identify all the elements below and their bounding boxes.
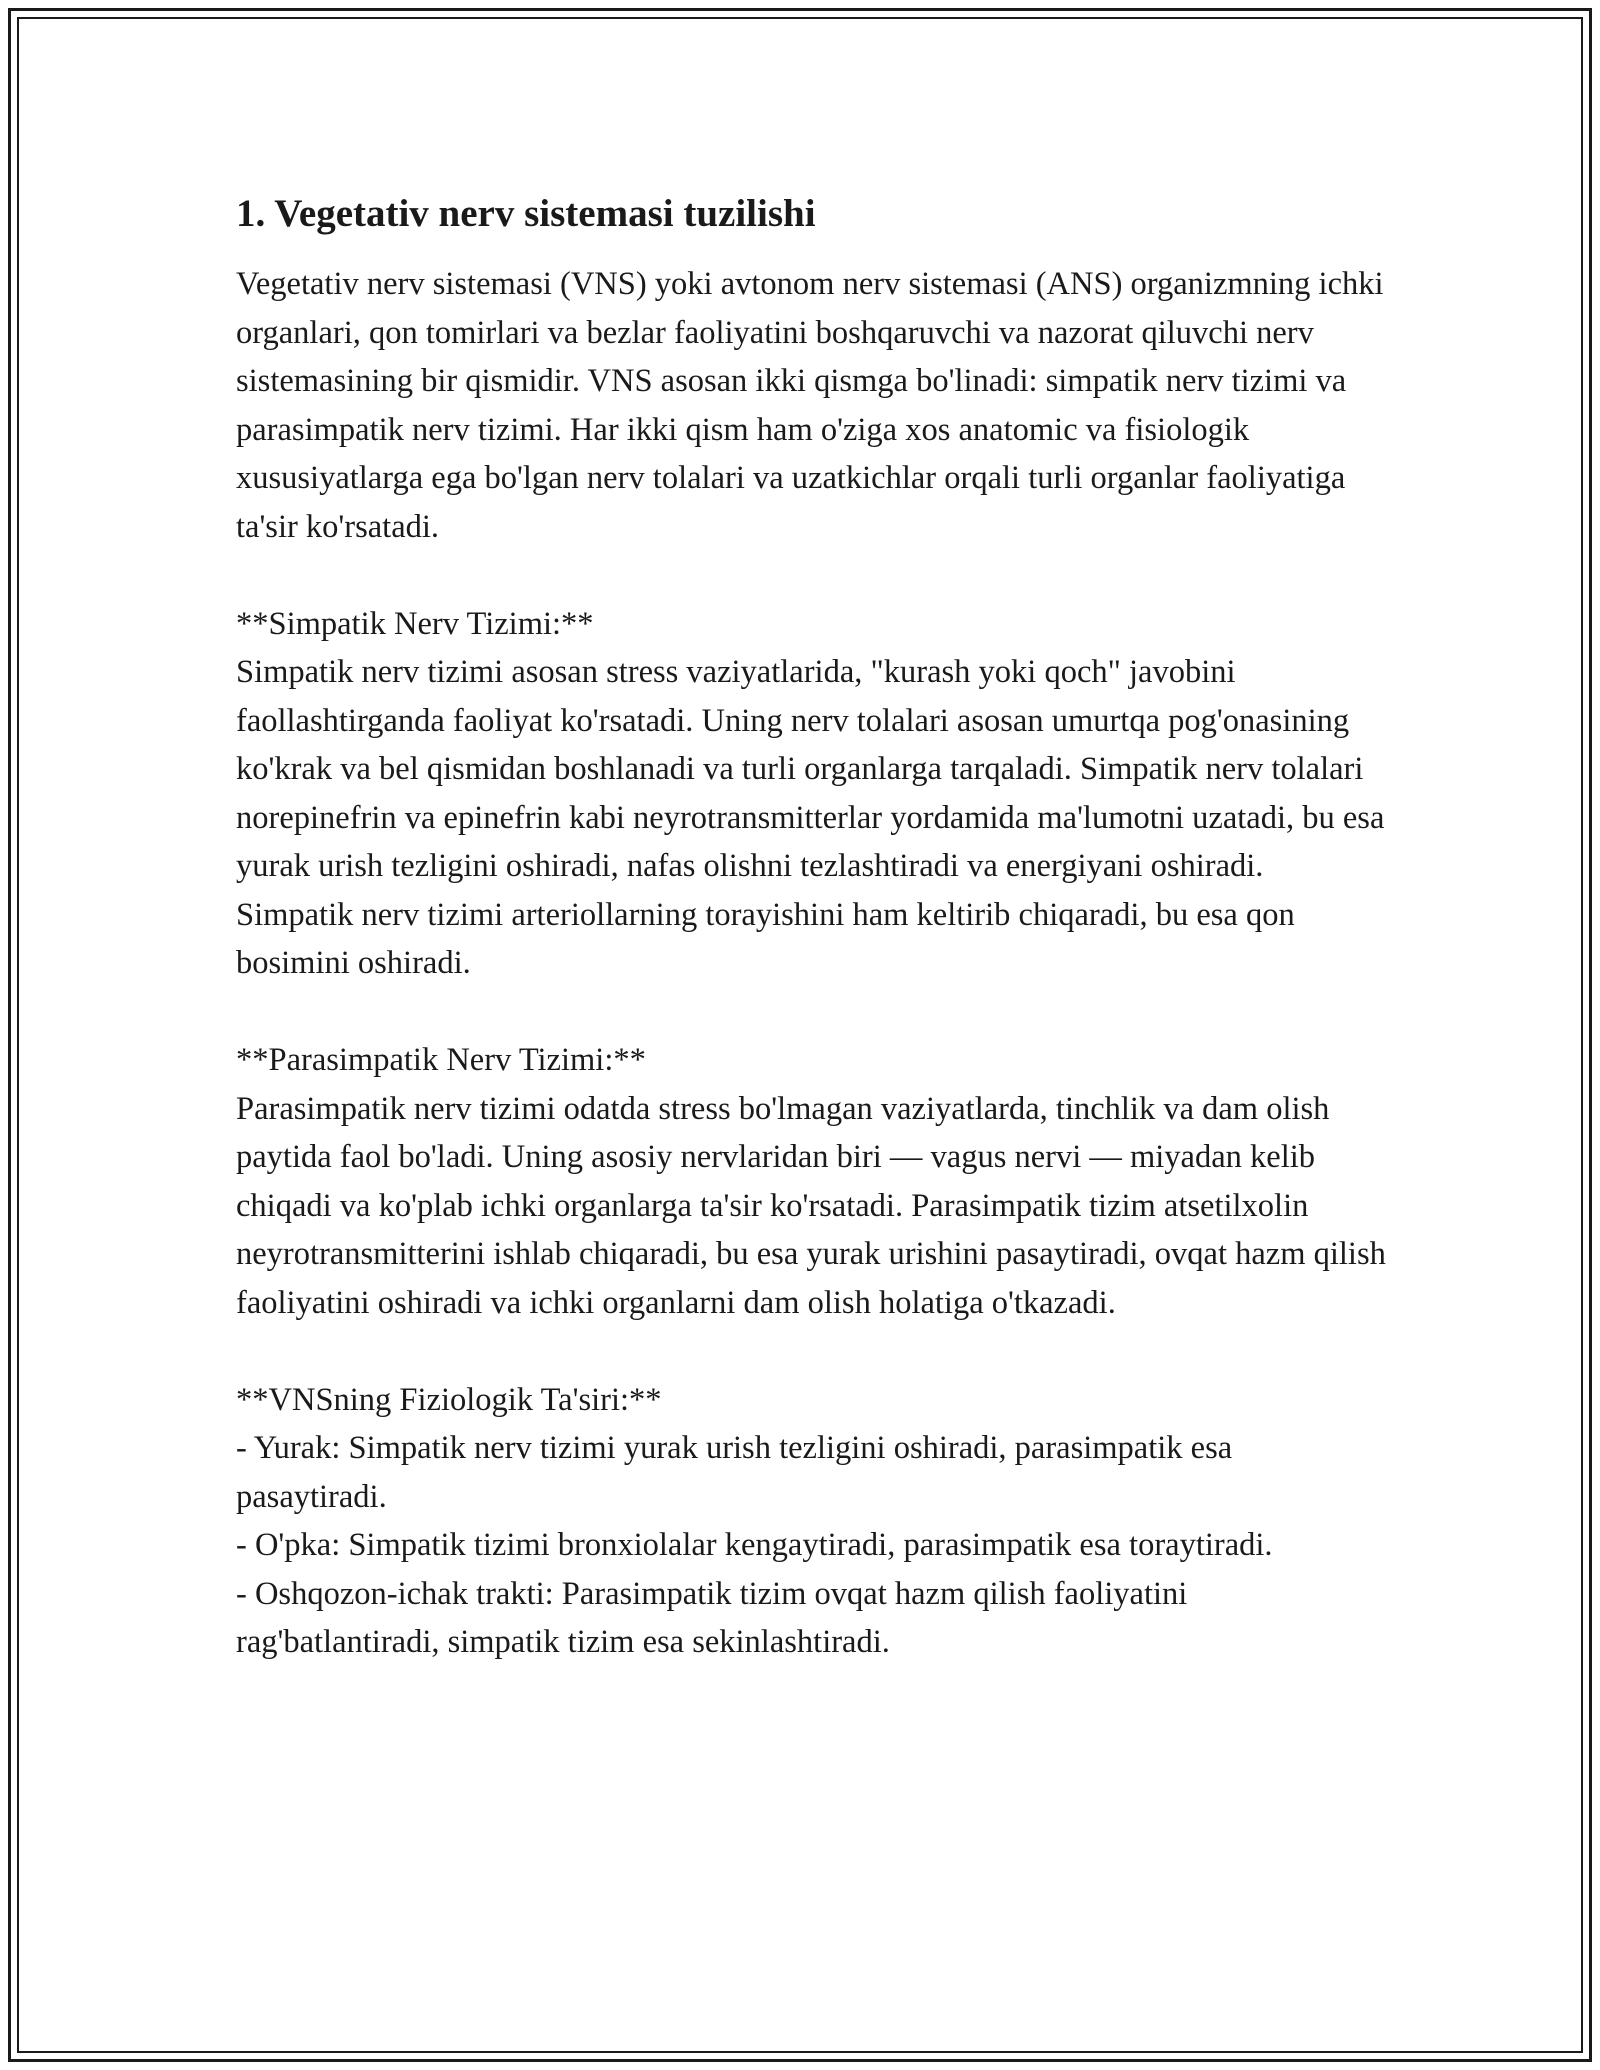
section-simpatik bbox=[236, 600, 1386, 988]
section-paragraph: Parasimpatik nerv tizimi odatda stress bo'lmagan vaziyatlarda, tinchlik va dam olish paytida faol bo'ladi. Uning asosiy nervlaridan biri — vagus nervi — miyadan kelib chiqadi va ko'plab ichki organlarga ta'sir ko'rsatadi. Parasimpatik tizim atsetilxolin neyrotransmitterini ishlab chiqaradi, bu esa yurak urishini pasaytiradi, ovqat hazm qilish faoliyatini oshiradi va ichki organlarni dam olish holatiga o'tkazadi. bbox=[236, 1090, 1386, 1321]
section-paragraph: Simpatik nerv tizimi asosan stress vaziyatlarida, "kurash yoki qoch" javobini faollashtirganda faoliyat ko'rsatadi. Uning nerv tolalari asosan umurtqa pog'onasining ko'krak va bel qismidan boshlanadi va turli organlarga tarqaladi. Simpatik nerv tolalari norepinefrin va epinefrin kabi neyrotransmitterlar yordamida ma'lumotni uzatadi, bu esa yurak urish tezligini oshiradi, nafas olishni tezlashtiradi va energiyani oshiradi. Simpatik nerv tizimi arteriollarning torayishini ham keltirib chiqaradi, bu esa qon bosimini oshiradi. bbox=[236, 654, 1385, 981]
intro-paragraph: Vegetativ nerv sistemasi (VNS) yoki avtonom nerv sistemasi (ANS) organizmning ichki organlari, qon tomirlari va bezlar faoliyatini boshqaruvchi va nazorat qiluvchi nerv sistemasining bir qismidir. VNS asosan ikki qismga bo'linadi: simpatik nerv tizimi va parasimpatik nerv tizimi. Har ikki qism ham o'ziga xos anatomic va fisiologik xususiyatlarga ega bo'lgan nerv tolalari va uzatkichlar orqali turli organlar faoliyatiga ta'sir ko'rsatadi. bbox=[236, 266, 1384, 545]
list-item: - O'pka: Simpatik tizimi bronxiolalar kengaytiradi, parasimpatik esa toraytiradi. bbox=[236, 1527, 1273, 1563]
section-heading: **Parasimpatik Nerv Tizimi:** bbox=[236, 1042, 646, 1078]
section-heading: **VNSning Fiziologik Ta'siri:** bbox=[236, 1381, 662, 1418]
section-heading: **Simpatik Nerv Tizimi:** bbox=[236, 605, 594, 642]
list-item: - Yurak: Simpatik nerv tizimi yurak urish tezligini oshiradi, parasimpatik esa pasaytiradi. bbox=[236, 1430, 1233, 1515]
document-title: 1. Vegetativ nerv sistemasi tuzilishi bbox=[236, 192, 816, 235]
document-text bbox=[236, 260, 1386, 1667]
document-body bbox=[236, 188, 1386, 1667]
section-parasimpatik bbox=[236, 1036, 1386, 1327]
section-fiziologik bbox=[236, 1376, 1386, 1667]
list-item: - Oshqozon-ichak trakti: Parasimpatik tizim ovqat hazm qilish faoliyatini rag'batlantiradi, simpatik tizim esa sekinlashtiradi. bbox=[236, 1575, 1188, 1660]
